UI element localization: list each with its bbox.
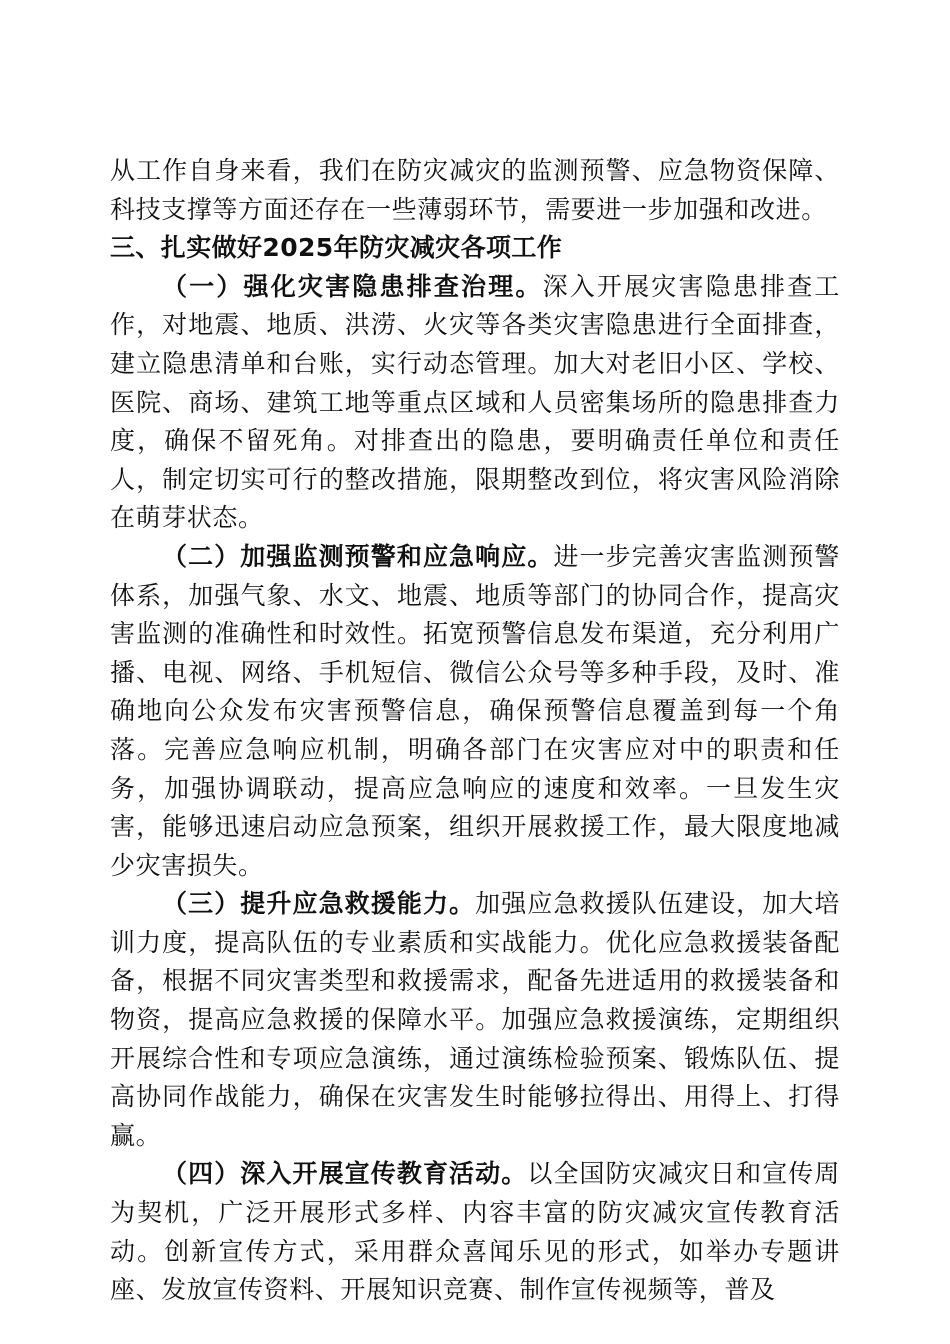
item-body: 以全国防灾减灾日和宣传周为契机，广泛开展形式多样、内容丰富的防灾减灾宣传教育活动。创新宣传方式，采用群众喜闻乐见的形式，如举办专题讲座、发放宣传资料、开展知识竞赛、制作宣传视频等，普及 <box>110 1159 840 1305</box>
document-body <box>110 152 840 1310</box>
item-lead: （三）提升应急救援能力。 <box>162 889 476 919</box>
item-lead: （二）加强监测预警和应急响应。 <box>162 541 554 571</box>
intro-paragraph: 从工作自身来看，我们在防灾减灾的监测预警、应急物资保障、科技支撑等方面还存在一些薄弱环节，需要进一步加强和改进。 <box>110 156 840 224</box>
section-heading: 三、扎实做好2025年防灾减灾各项工作 <box>110 233 563 263</box>
item-paragraph-4 <box>110 1155 840 1309</box>
item-body: 加强应急救援队伍建设，加大培训力度，提高队伍的专业素质和实战能力。优化应急救援装备配备，根据不同灾害类型和救援需求，配备先进适用的救援装备和物资，提高应急救援的保障水平。加强应急救援演练，定期组织开展综合性和专项应急演练，通过演练检验预案、锻炼队伍、提高协同作战能力，确保在灾害发生时能够拉得出、用得上、打得赢。 <box>110 889 841 1150</box>
item-lead: （一）强化灾害隐患排查治理。 <box>162 271 543 301</box>
item-lead: （四）深入开展宣传教育活动。 <box>162 1159 528 1189</box>
item-paragraph-1 <box>110 268 840 538</box>
item-body: 深入开展灾害隐患排查工作，对地震、地质、洪涝、火灾等各类灾害隐患进行全面排查，建立隐患清单和台账，实行动态管理。加大对老旧小区、学校、医院、商场、建筑工地等重点区域和人员密集场所的隐患排查力度，确保不留死角。对排查出的隐患，要明确责任单位和责任人，制定切实可行的整改措施，限期整改到位，将灾害风险消除在萌芽状态。 <box>110 271 840 533</box>
item-paragraph-3 <box>110 885 840 1155</box>
item-paragraph-2 <box>110 538 840 885</box>
item-body: 进一步完善灾害监测预警体系，加强气象、水文、地震、地质等部门的协同合作，提高灾害监测的准确性和时效性。拓宽预警信息发布渠道，充分利用广播、电视、网络、手机短信、微信公众号等多种手段，及时、准确地向公众发布灾害预警信息，确保预警信息覆盖到每一个角落。完善应急响应机制，明确各部门在灾害应对中的职责和任务，加强协调联动，提高应急响应的速度和效率。一旦发生灾害，能够迅速启动应急预案，组织开展救援工作，最大限度地减少灾害损失。 <box>110 541 840 880</box>
